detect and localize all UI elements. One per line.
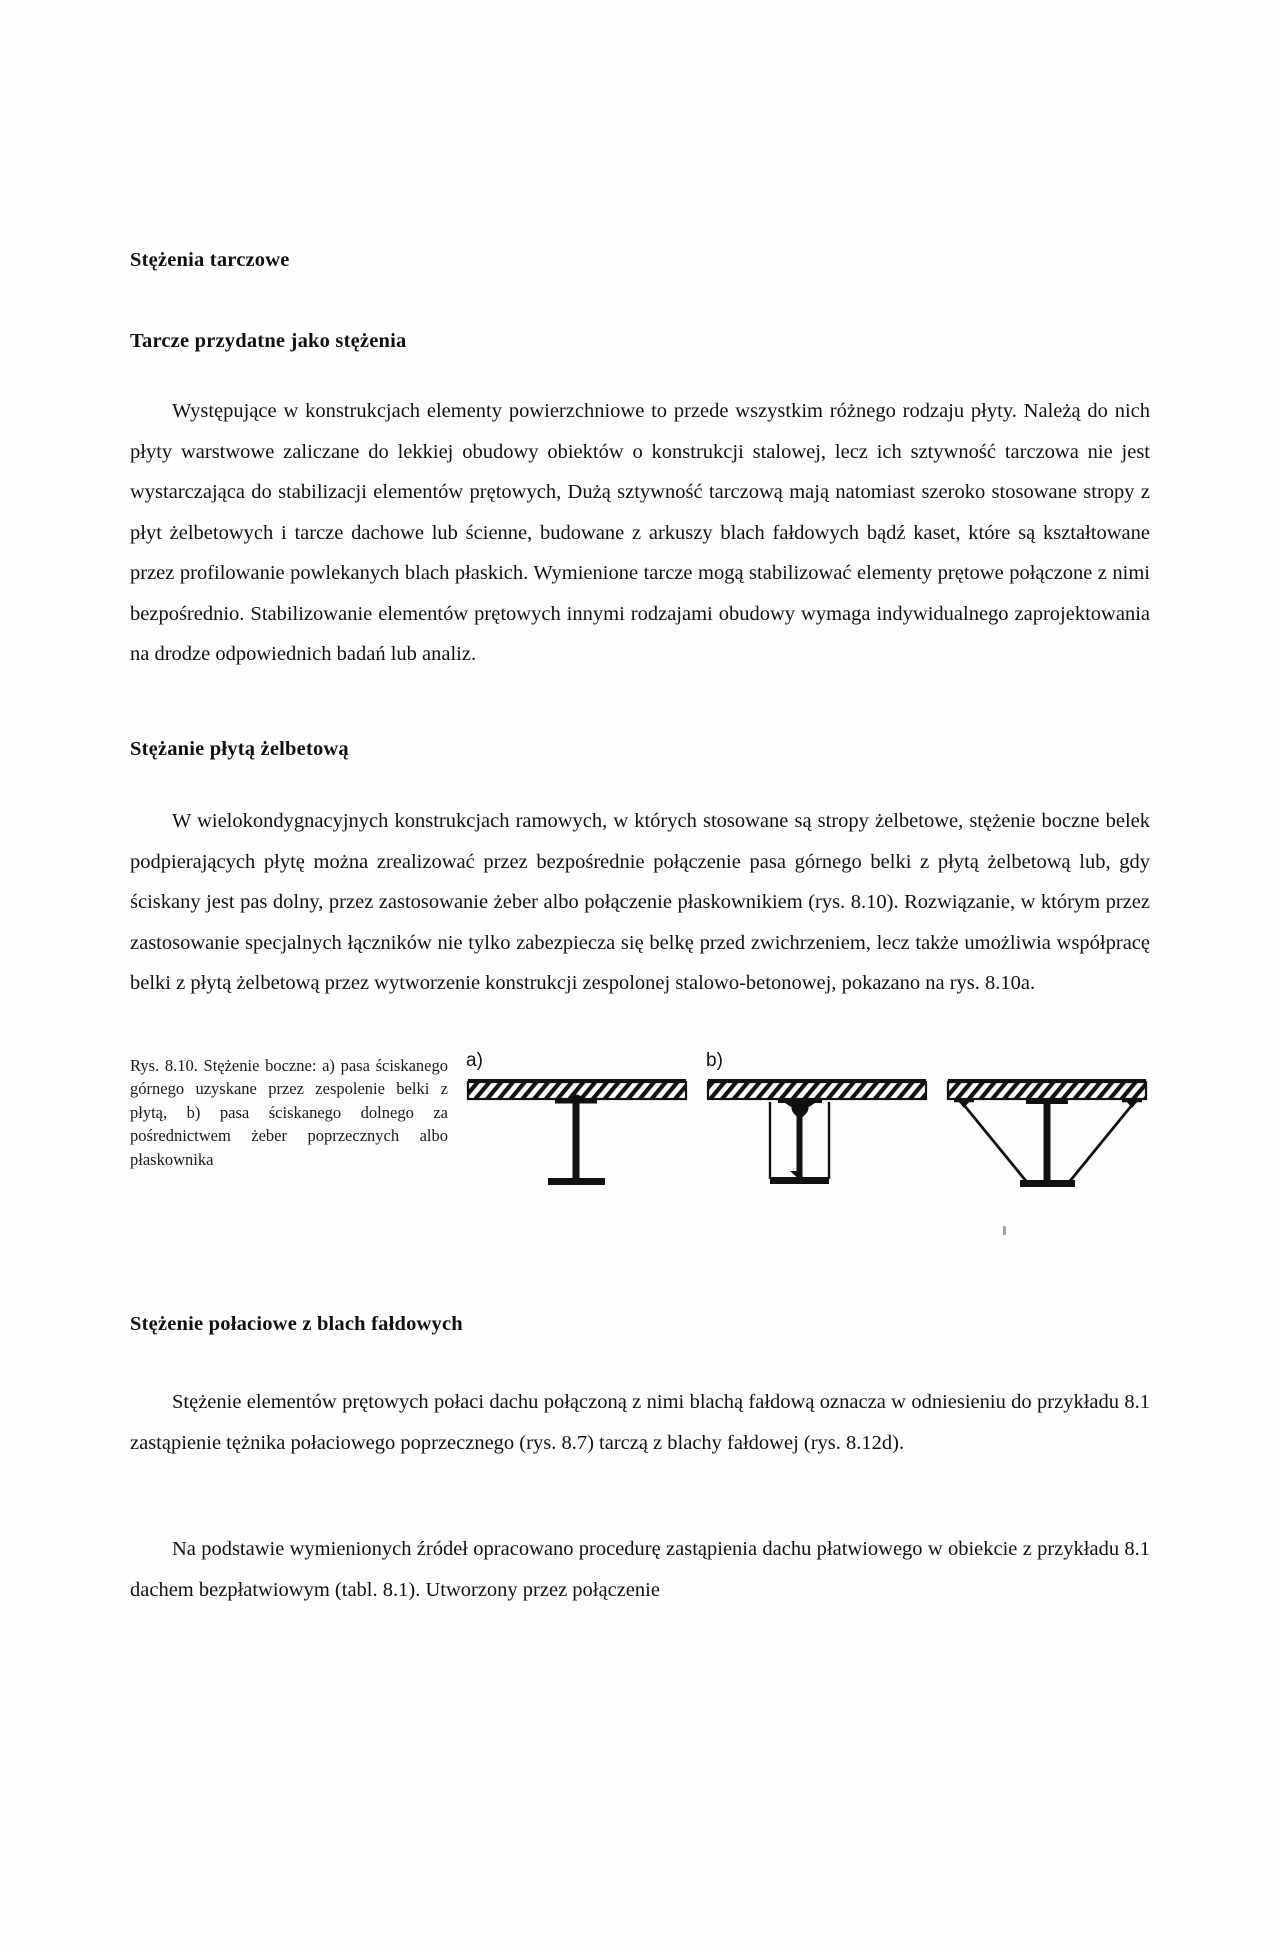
- beam-cross-section-diagrams: [460, 1044, 1150, 1216]
- paragraph-na-podstawie: Na podstawie wymienionych źródeł opracowano procedurę zastąpienia dachu płatwiowego w obiekcie z przykładu 8.1 dachem bezpłatwiowym (tabl. 8.1). Utworzony przez połączenie: [130, 1538, 1150, 1601]
- scan-artifact-mark: [1003, 1226, 1006, 1235]
- diagram-b-stiffeners: [708, 1080, 926, 1184]
- spacer: [130, 1336, 1150, 1382]
- section-heading-stezenie-polaciowe: Stężenie połaciowe z blach fałdowych: [130, 1312, 463, 1335]
- spacer: [130, 675, 1150, 737]
- figure-caption: Rys. 8.10. Stężenie boczne: a) pasa ściskanego górnego uzyskane przez zespolenie belki z płytą, b) pasa ściskanego dolnego za pośrednictwem żeber poprzecznych albo płaskownika: [130, 1055, 448, 1169]
- spacer: [130, 353, 1150, 391]
- section-heading-stezanie-plyta: Stężanie płytą żelbetową: [130, 737, 349, 760]
- paragraph-stezenie-polaciowe: Stężenie elementów prętowych połaci dachu połączoną z nimi blachą fałdową oznacza w odniesieniu do przykładu 8.1 zastąpienie tężnika połaciowego poprzecznego (rys. 8.7) tarczą z blachy fałdowej (rys. 8.12d).: [130, 1391, 1150, 1454]
- figure-label-a: a): [466, 1049, 483, 1071]
- spacer: [130, 273, 1150, 329]
- document-body: [130, 248, 1150, 1610]
- diagram-a: [468, 1080, 686, 1185]
- paragraph-tarcze-przydatne: Występujące w konstrukcjach elementy powierzchniowe to przede wszystkim różnego rodzaju płyty. Należą do nich płyty warstwowe zaliczane do lekkiej obudowy obiektów o konstrukcji stalowej, lecz ich sztywność tarczowa nie jest wystarczająca do stabilizacji elementów prętowych, Dużą sztywność tarczową mają natomiast szeroko stosowane stropy z płyt żelbetowych i tarcze dachowe lub ścienne, budowane z arkuszy blach fałdowych bądź kaset, które są kształtowane przez profilowanie powlekanych blach płaskich. Wymienione tarcze mogą stabilizować elementy prętowe połączone z nimi bezpośrednio. Stabilizowanie elementów prętowych innymi rodzajami obudowy wymaga indywidualnego zaprojektowania na drodze odpowiednich badań lub analiz.: [130, 400, 1150, 666]
- section-heading-tarcze-przydatne: Tarcze przydatne jako stężenia: [130, 329, 407, 352]
- page-title: Stężenia tarczowe: [130, 249, 290, 271]
- spacer: [130, 1216, 1150, 1312]
- spacer: [130, 1463, 1150, 1529]
- diagram-c-diagonal-braces: [948, 1080, 1146, 1187]
- spacer: [130, 1004, 1150, 1044]
- spacer: [130, 761, 1150, 801]
- paragraph-stezanie-plyta: W wielokondygnacyjnych konstrukcjach ramowych, w których stosowane są stropy żelbetowe, stężenie boczne belek podpierających płytę można zrealizować przez bezpośrednie połączenie pasa górnego belki z płytą żelbetową lub, gdy ściskany jest pas dolny, przez zastosowanie żeber albo połączenie płaskownikiem (rys. 8.10). Rozwiązanie, w którym przez zastosowanie specjalnych łączników nie tylko zabezpiecza się belkę przed zwichrzeniem, lecz także umożliwia współpracę belki z płytą żelbetową przez wytworzenie konstrukcji zespolonej stalowo-betonowej, pokazano na rys. 8.10a.: [130, 810, 1150, 995]
- figure-artwork: [460, 1044, 1150, 1216]
- figure-label-b: b): [706, 1049, 723, 1071]
- figure-8-10: [130, 1044, 1150, 1216]
